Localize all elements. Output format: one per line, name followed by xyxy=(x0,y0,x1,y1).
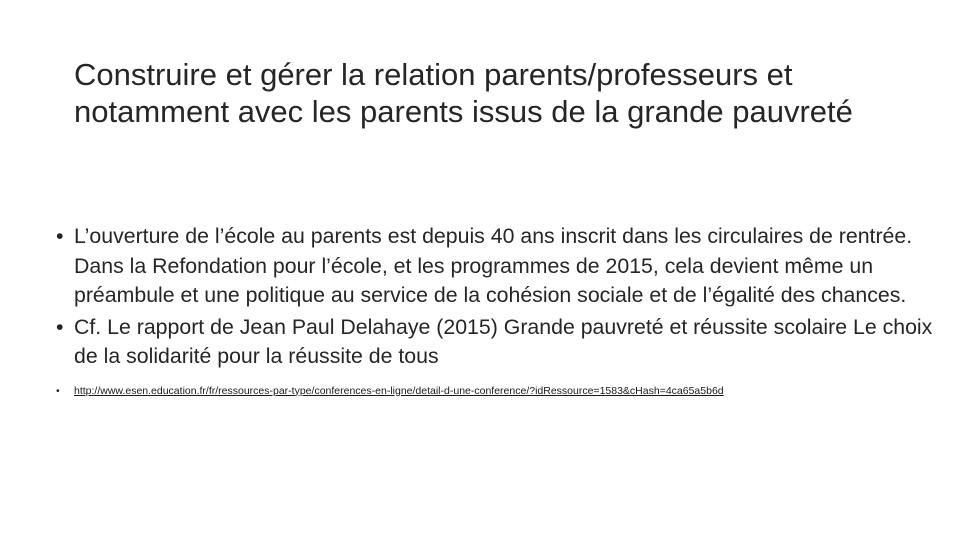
slide-title: Construire et gérer la relation parents/professeurs et notamment avec les parents issus de la grande pauvreté xyxy=(74,57,853,129)
bullet-marker: • xyxy=(56,224,64,248)
bullet-text: L’ouverture de l’école au parents est depuis 40 ans inscrit dans les circulaires de rentrée. Dans la Refondation pour l’école, et les programmes de 2015, cela devient même un préambule et une politique au service de la cohésion sociale et de l’égalité des chances. xyxy=(74,224,913,307)
conference-link[interactable]: http://www.esen.education.fr/fr/ressources-par-type/conferences-en-ligne/detail-d-une-conference/?idRessource=1583&cHash=4ca65a5b6d xyxy=(74,384,724,397)
bullet-list xyxy=(56,222,936,401)
bullet-marker: • xyxy=(56,384,60,397)
bullet-item xyxy=(56,313,936,372)
bullet-item xyxy=(56,222,936,311)
bullet-marker: • xyxy=(56,314,64,339)
bullet-text: Cf. Le rapport de Jean Paul Delahaye (2015) Grande pauvreté et réussite scolaire Le choix de la solidarité pour la réussite de tous xyxy=(74,314,933,368)
bullet-item xyxy=(56,383,936,399)
